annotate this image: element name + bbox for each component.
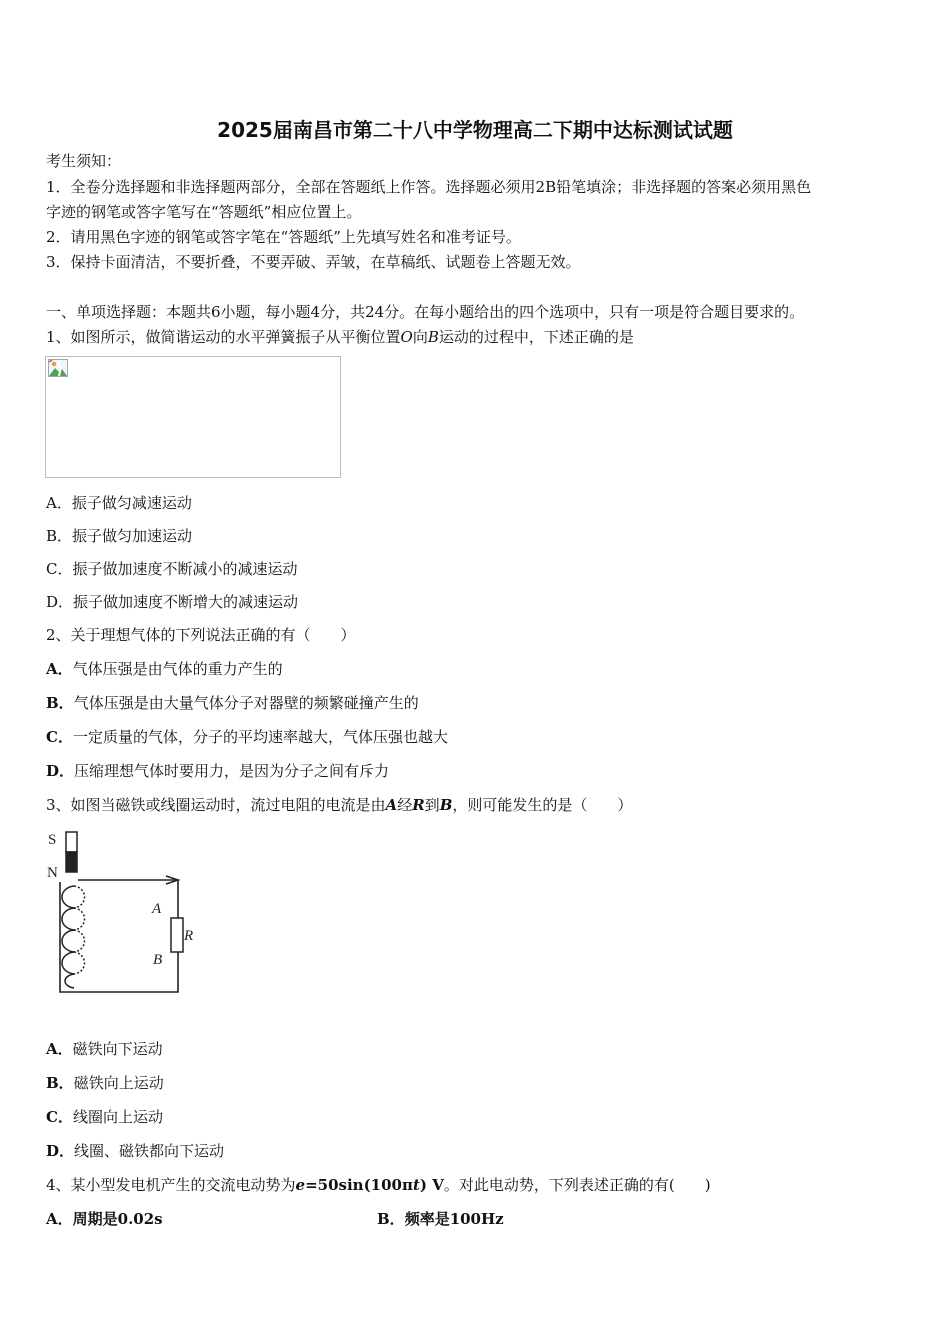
notice-heading: 考生须知： [46,152,122,170]
spring-oscillator-figure [45,356,341,478]
q3-stem: 3、如图当磁铁或线圈运动时，流过电阻的电流是由A经R到B，则可能发生的是（ ） [46,796,633,814]
q3-option-c: C．线圈向上运动 [46,1108,163,1126]
q4-option-a: A．周期是0.02s [46,1210,163,1228]
q2-option-b: B．气体压强是由大量气体分子对器壁的频繁碰撞产生的 [46,694,419,712]
label-n: N [47,865,58,881]
magnet-s-pole [66,832,77,852]
q2-option-d: D．压缩理想气体时要用力，是因为分子之间有斥力 [46,762,390,780]
circuit-wire [60,880,178,992]
coil-loops [62,886,85,988]
resistor-r [171,918,183,952]
q2-option-c: C．一定质量的气体，分子的平均速率越大，气体压强也越大 [46,728,448,746]
section-heading: 一、单项选择题：本题共6小题，每小题4分，共24分。在每小题给出的四个选项中，只有一项是符合题目要求的。 [46,303,805,321]
q1-stem: 1、如图所示，做简谐运动的水平弹簧振子从平衡位置O向B运动的过程中，下述正确的是 [46,328,634,346]
q3-option-d: D．线圈、磁铁都向下运动 [46,1142,225,1160]
q4-stem: 4、某小型发电机产生的交流电动势为e=50sin(100πt) V。对此电动势，下列表述正确的有( ) [46,1176,711,1194]
magnet-coil-circuit-figure [38,826,208,998]
q2-option-a: A．气体压强是由气体的重力产生的 [46,660,283,678]
q1-option-b: B．振子做匀加速运动 [46,527,193,545]
magnet-n-pole [66,852,77,872]
q3-option-a: A．磁铁向下运动 [46,1040,163,1058]
q3-option-b: B．磁铁向上运动 [46,1074,164,1092]
page-title: 2025届南昌市第二十八中学物理高二下期中达标测试试题 [217,118,733,142]
q2-stem: 2、关于理想气体的下列说法正确的有（ ） [46,626,356,644]
label-b: B [153,952,163,968]
label-s: S [48,832,57,848]
notice-line-1a: 1．全卷分选择题和非选择题两部分，全部在答题纸上作答。选择题必须用2B铅笔填涂；非选择题的答案必须用黑色 [46,178,812,196]
q1-option-c: C．振子做加速度不断减小的减速运动 [46,560,298,578]
notice-line-3: 3．保持卡面清洁，不要折叠，不要弄破、弄皱，在草稿纸、试题卷上答题无效。 [46,253,581,271]
broken-image-icon [48,359,68,377]
label-r: R [184,928,194,944]
q4-option-b: B．频率是100Hz [377,1210,504,1228]
notice-line-1b: 字迹的钢笔或答字笔写在“答题纸”相应位置上。 [46,203,362,221]
q1-option-d: D．振子做加速度不断增大的减速运动 [46,593,299,611]
notice-line-2: 2．请用黑色字迹的钢笔或答字笔在“答题纸”上先填写姓名和准考证号。 [46,228,521,246]
label-a: A [152,901,162,917]
q1-option-a: A．振子做匀减速运动 [46,494,192,512]
